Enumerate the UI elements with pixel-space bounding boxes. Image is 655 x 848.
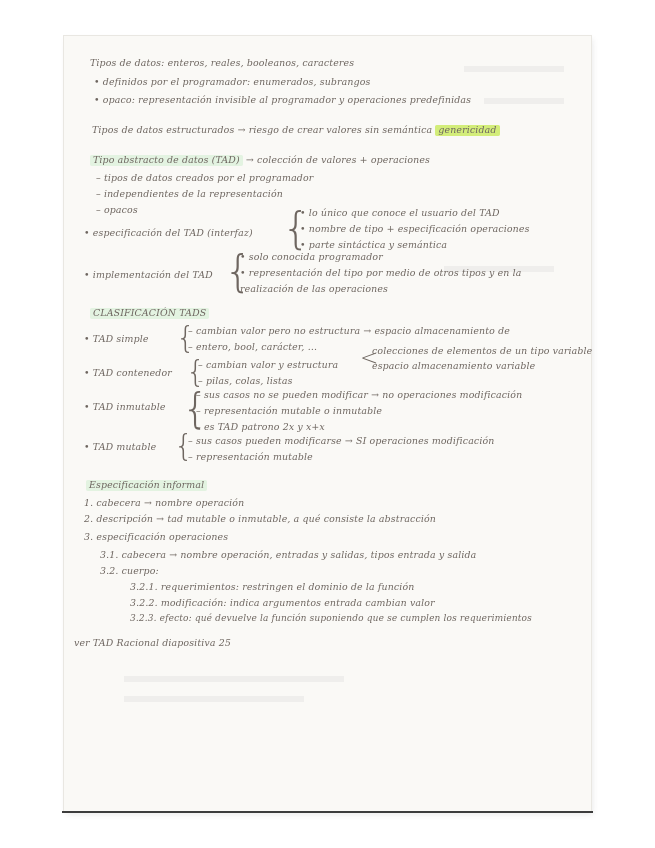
bleed-through (124, 696, 304, 702)
informal-subsubitem: 3.2.3. efecto: qué devuelve la función suponiendo que se cumplen los requerimientos (130, 614, 532, 624)
informal-subitem: 3.1. cabecera → nombre operación, entradas y salidas, tipos entrada y salida (100, 550, 477, 561)
informal-subsubitem: 3.2.2. modificación: indica argumentos entrada cambian valor (130, 598, 435, 609)
impl-label: • implementación del TAD (84, 270, 213, 281)
container-label: • TAD contenedor (84, 368, 172, 379)
immutable-item: – representación mutable o inmutable (196, 406, 383, 417)
informal-subsubitem: 3.2.1. requerimientos: restringen el dominio de la función (130, 582, 415, 593)
mutable-item: – representación mutable (188, 452, 313, 463)
brace: { (224, 246, 252, 297)
note-line: • opaco: representación invisible al programador y operaciones predefinidas (94, 95, 472, 106)
spec-item: • lo único que conoce el usuario del TAD (300, 208, 500, 219)
immutable-item: – sus casos no se pueden modificar → no operaciones modificación (196, 390, 523, 401)
container-item: – cambian valor y estructura (198, 360, 339, 371)
bleed-through (484, 98, 564, 104)
immutable-label: • TAD inmutable (84, 402, 166, 413)
spec-label: • especificación del TAD (interfaz) (84, 228, 253, 239)
note-line: Tipos de datos: enteros, reales, booleanos, caracteres (90, 58, 355, 69)
classification-heading: CLASIFICACIÓN TADS (90, 308, 209, 319)
tad-heading-line (90, 155, 430, 166)
container-item: – pilas, colas, listas (198, 376, 293, 387)
informal-subitem: 3.2. cuerpo: (100, 566, 159, 577)
genericity-line (92, 125, 500, 136)
impl-item: • solo conocida programador (240, 252, 383, 263)
mutable-item: – sus casos pueden modificarse → SI operaciones modificación (188, 436, 495, 447)
note-line: • definidos por el programador: enumerados, subrangos (94, 77, 371, 88)
simple-item: – cambian valor pero no estructura → espacio almacenamiento de (188, 326, 510, 337)
simple-label: • TAD simple (84, 334, 149, 345)
tad-heading: Tipo abstracto de datos (TAD) (90, 155, 243, 166)
tad-heading-rest: → colección de valores + operaciones (242, 155, 431, 166)
notebook-page (64, 36, 591, 812)
mutable-label: • TAD mutable (84, 442, 157, 453)
tad-item: – opacos (96, 205, 138, 216)
spec-item: • parte sintáctica y semántica (300, 240, 448, 251)
container-extra: espacio almacenamiento variable (372, 361, 536, 372)
informal-item: 3. especificación operaciones (84, 532, 229, 543)
brace: < (360, 346, 379, 371)
tad-item: – tipos de datos creados por el programador (96, 173, 314, 184)
bleed-through (124, 676, 344, 682)
genericity-lead: Tipos de datos estructurados → riesgo de crear valores sin semántica (92, 125, 433, 136)
brace: { (182, 384, 209, 433)
impl-item: • representación del tipo por medio de otros tipos y en la (240, 268, 522, 279)
immutable-item: – es TAD patrono 2x y x+x (196, 422, 325, 433)
informal-footer: ver TAD Racional diapositiva 25 (74, 638, 231, 649)
genericity-highlight: genericidad (435, 125, 499, 136)
simple-item: – entero, bool, carácter, ... (188, 342, 318, 353)
informal-item: 1. cabecera → nombre operación (84, 498, 245, 509)
brace: { (174, 429, 194, 464)
container-extra: colecciones de elementos de un tipo variable (372, 346, 593, 357)
impl-item: realización de las operaciones (240, 284, 389, 295)
brace: { (176, 321, 196, 356)
page-edge-shadow (62, 811, 593, 813)
tad-item: – independientes de la representación (96, 189, 283, 200)
informal-heading-line (86, 480, 207, 491)
bleed-through (464, 66, 564, 72)
informal-heading: Especificación informal (86, 480, 207, 491)
brace: { (186, 355, 206, 390)
informal-item: 2. descripción → tad mutable o inmutable, a qué consiste la abstracción (84, 514, 436, 525)
spec-item: • nombre de tipo + especificación operaciones (300, 224, 530, 235)
brace: { (282, 203, 310, 254)
classification-heading-line (90, 308, 209, 319)
